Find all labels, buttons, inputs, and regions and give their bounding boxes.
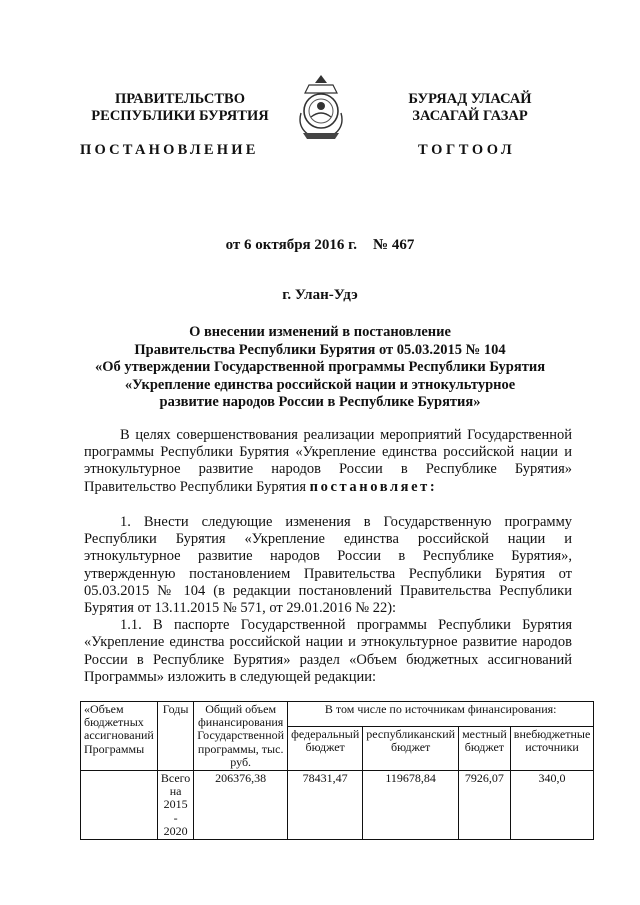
title-line: «Укрепление единства российской нации и этнокультурное [124,376,516,393]
issuer-line: ЗАСАГАЙ ГАЗАР [412,108,528,124]
table-header-row [81,702,594,727]
title-line: О внесении изменений в постановление [189,324,451,340]
table-cell-empty [81,771,158,840]
issuer-line: ПРАВИТЕЛЬСТВО [115,91,245,107]
header-cell-republic: республиканский бюджет [363,726,459,771]
table-cell-federal: 78431,47 [288,771,363,840]
decree-word: постановляет: [309,478,438,495]
issuer-name-buryat [385,91,555,125]
table-cell-extra: 340,0 [510,771,594,840]
clause-1: 1. Внести следующие изменения в Государственную программу Республики Бурятия «Укрепление единства российской нации и этнокультурное развитие народов России в Республике Бурятия», утвержденную постановлением Правительства Республики Бурятия от 05.03.2015 № 104 (в редакции постановлений Правительства Республики Бурятия от 13.11.2015 № 571, от 29.01.2016 № 22): [84,514,572,617]
table-cell-total: 206376,38 [194,771,288,840]
title-line: развитие народов России в Республике Бурятия» [159,394,481,410]
table-cell-years: Всего на 2015 - 2020 [157,771,193,840]
header-cell-extra: внебюджетные источники [510,726,594,771]
clauses [84,514,572,686]
header-cell-total: Общий объем финансирования Государственной программы, тыс. руб. [194,702,288,771]
preamble-text: В целях совершенствования реализации мероприятий Государственной программы Республики Бурятия «Укрепление единства российской нации и этнокультурное развитие народов России в Республике Бурятия» Правительство Республики Бурятия [84,427,572,495]
issuer-name-russian [80,91,280,125]
decree-dateline [0,237,640,254]
clause-1-1: 1.1. В паспорте Государственной программы Республики Бурятия «Укрепление единства российской нации и этнокультурное развитие народов России в Республике Бурятия» раздел «Объем бюджетных ассигнований Программы» изложить в следующей редакции: [84,617,572,685]
table-cell-republic: 119678,84 [363,771,459,840]
title-line: «Об утверждении Государственной программы Республики Бурятия [94,359,546,375]
title-line: Правительства Республики Бурятия от 05.03.2015 № 104 [134,341,506,358]
issuer-line: БУРЯАД УЛАСАЙ [408,91,532,107]
header-cell-sources: В том числе по источникам финансирования: [288,702,594,727]
document-type-buryat: ТОГТООЛ [418,142,516,158]
document-type-russian: ПОСТАНОВЛЕНИЕ [80,142,259,158]
table-cell-local: 7926,07 [459,771,511,840]
header-cell-label: «Объем бюджетных ассигнований Программы [81,702,158,771]
republic-of-buryatia-emblem-icon [293,73,349,145]
decree-title [70,324,570,412]
header-cell-years: Годы [157,702,193,771]
header-cell-federal: федеральный бюджет [288,726,363,771]
financing-table [80,701,594,840]
issuer-line: РЕСПУБЛИКИ БУРЯТИЯ [91,108,269,124]
header-cell-local: местный бюджет [459,726,511,771]
decree-date: от 6 октября 2016 г. [225,237,358,253]
decree-number: № 467 [373,237,415,253]
table-row [81,771,594,840]
decree-city: г. Улан-Удэ [282,287,358,303]
preamble [84,427,572,496]
